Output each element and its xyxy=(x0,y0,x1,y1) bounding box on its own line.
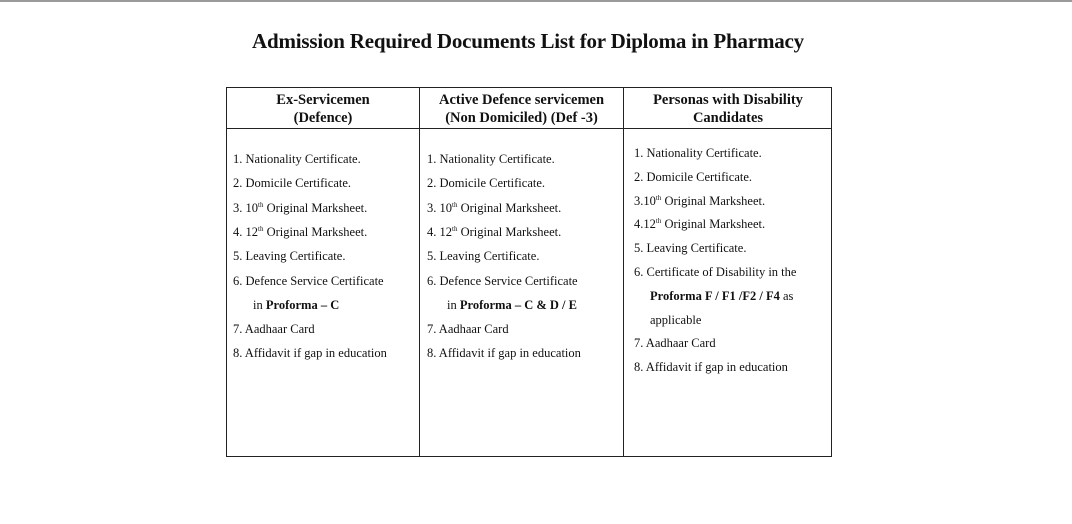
document-item: 3.10th Original Marksheet. xyxy=(634,193,766,208)
header-active-defence xyxy=(420,91,623,127)
document-item: 6. Defence Service Certificate xyxy=(233,273,384,288)
header-line: (Defence) xyxy=(293,110,353,126)
document-item: 2. Domicile Certificate. xyxy=(233,176,352,191)
document-item: 8. Affidavit if gap in education xyxy=(233,346,387,361)
document-item: applicable xyxy=(650,312,702,327)
document-item: 5. Leaving Certificate. xyxy=(233,249,346,264)
document-item: 1. Nationality Certificate. xyxy=(634,146,762,160)
header-line: (Non Domiciled) (Def -3) xyxy=(445,110,598,126)
document-item: 3. 10th Original Marksheet. xyxy=(427,200,562,215)
document-item: 4. 12th Original Marksheet. xyxy=(427,224,562,239)
header-line: Personas with Disability xyxy=(653,92,803,108)
document-item: 6. Certificate of Disability in the xyxy=(634,265,797,279)
header-line: Candidates xyxy=(692,110,764,126)
document-item: 1. Nationality Certificate. xyxy=(427,152,555,166)
header-ex-servicemen xyxy=(227,91,419,127)
page-title: Admission Required Documents List for Diploma in Pharmacy xyxy=(252,29,804,53)
document-item: 8. Affidavit if gap in education xyxy=(634,360,788,375)
document-item: 2. Domicile Certificate. xyxy=(427,176,546,191)
document-item: 7. Aadhaar Card xyxy=(634,336,716,351)
document-item: 6. Defence Service Certificate xyxy=(427,273,578,288)
document-item: 5. Leaving Certificate. xyxy=(427,249,540,264)
document-item: in Proforma – C & D / E xyxy=(447,297,577,312)
column-divider xyxy=(623,88,624,456)
column-divider xyxy=(419,88,420,456)
document-item: 5. Leaving Certificate. xyxy=(634,241,747,256)
document-item: 3. 10th Original Marksheet. xyxy=(233,200,368,215)
header-line: Ex-Servicemen xyxy=(276,92,370,108)
document-item: 4.12th Original Marksheet. xyxy=(634,217,766,232)
document-item: 4. 12th Original Marksheet. xyxy=(233,224,368,239)
header-divider xyxy=(227,128,831,129)
document-item: 1. Nationality Certificate. xyxy=(233,152,361,166)
header-line: Active Defence servicemen xyxy=(438,92,605,108)
document-item: 7. Aadhaar Card xyxy=(233,322,315,337)
document-item: 7. Aadhaar Card xyxy=(427,322,509,337)
documents-table xyxy=(226,87,832,457)
document-item: in Proforma – C xyxy=(253,297,340,312)
document-item: Proforma F / F1 /F2 / F4 as xyxy=(650,288,794,303)
header-disability xyxy=(624,91,832,127)
document-item: 2. Domicile Certificate. xyxy=(634,169,753,184)
top-border xyxy=(0,0,1072,2)
document-item: 8. Affidavit if gap in education xyxy=(427,346,581,361)
